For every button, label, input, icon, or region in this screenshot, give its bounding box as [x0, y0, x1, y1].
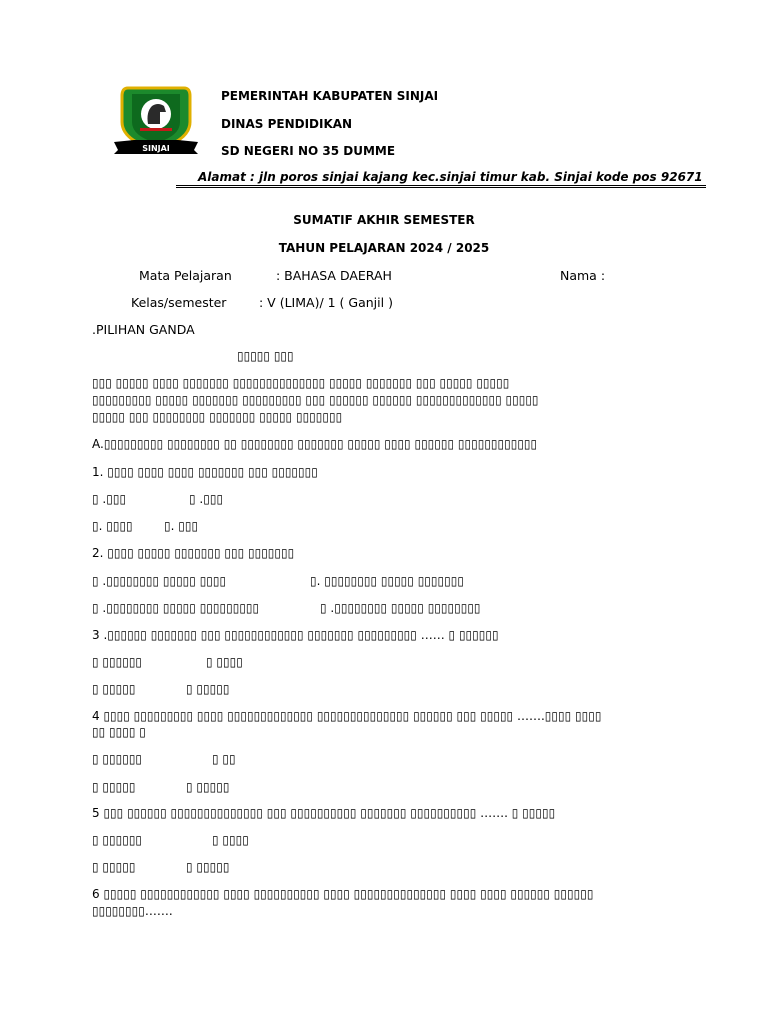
school-name: SD NEGERI NO 35 DUMME — [221, 144, 396, 158]
q2-option-a: ▯ .▯▯▯▯▯▯▯▯ ▯▯▯▯▯ ▯▯▯▯ — [92, 574, 227, 588]
question-1: 1. ▯▯▯▯ ▯▯▯▯ ▯▯▯▯ ▯▯▯▯▯▯▯ ▯▯▯ ▯▯▯▯▯▯▯ — [92, 465, 318, 479]
q3-option-b: ▯ ▯▯▯▯ — [206, 655, 243, 669]
lontara-heading: ▯▯▯▯▯ ▯▯▯ — [237, 349, 294, 363]
q2-option-b: ▯. ▯▯▯▯▯▯▯▯ ▯▯▯▯▯ ▯▯▯▯▯▯▯ — [310, 574, 464, 588]
class-semester-value: : V (LIMA)/ 1 ( Ganjil ) — [259, 295, 393, 310]
question-6-line-2: ▯▯▯▯▯▯▯▯……. — [92, 904, 173, 918]
question-4-line-1: 4 ▯▯▯▯ ▯▯▯▯▯▯▯▯▯ ▯▯▯▯ ▯▯▯▯▯▯▯▯▯▯▯▯▯ ▯▯▯▯▯▯▯▯▯▯▯▯▯▯ ▯▯▯▯▯▯ ▯▯▯ ▯▯▯▯▯ …….▯▯▯▯ ▯▯▯▯ — [92, 709, 602, 723]
section-heading: .PILIHAN GANDA — [92, 322, 195, 337]
q3-option-c: ▯ ▯▯▯▯▯ — [92, 682, 136, 696]
question-3: 3 .▯▯▯▯▯▯ ▯▯▯▯▯▯▯ ▯▯▯ ▯▯▯▯▯▯▯▯▯▯▯▯ ▯▯▯▯▯▯▯ ▯▯▯▯▯▯▯▯▯ …… ▯ ▯▯▯▯▯▯ — [92, 628, 499, 642]
question-6-line-1: 6 ▯▯▯▯▯ ▯▯▯▯▯▯▯▯▯▯▯▯ ▯▯▯▯ ▯▯▯▯▯▯▯▯▯▯ ▯▯▯▯ ▯▯▯▯▯▯▯▯▯▯▯▯▯▯ ▯▯▯▯ ▯▯▯▯ ▯▯▯▯▯▯ ▯▯▯▯▯▯ — [92, 887, 594, 901]
question-4-line-2: ▯▯ ▯▯▯▯ ▯ — [92, 725, 146, 739]
q1-option-b: ▯ .▯▯▯ — [189, 492, 224, 506]
instruction-line: A.▯▯▯▯▯▯▯▯▯ ▯▯▯▯▯▯▯▯ ▯▯ ▯▯▯▯▯▯▯▯ ▯▯▯▯▯▯▯ ▯▯▯▯▯ ▯▯▯▯ ▯▯▯▯▯▯ ▯▯▯▯▯▯▯▯▯▯▯▯ — [92, 437, 538, 451]
department-name: DINAS PENDIDIKAN — [221, 117, 353, 131]
school-address: Alamat : jln poros sinjai kajang kec.sinjai timur kab. Sinjai kode pos 92671 — [176, 170, 706, 188]
logo-red-stripe — [140, 128, 172, 131]
q2-option-c: ▯ .▯▯▯▯▯▯▯▯ ▯▯▯▯▯ ▯▯▯▯▯▯▯▯▯ — [92, 601, 260, 615]
intro-line-2: ▯▯▯▯▯▯▯▯▯ ▯▯▯▯▯ ▯▯▯▯▯▯▯ ▯▯▯▯▯▯▯▯▯ ▯▯▯ ▯▯▯▯▯▯ ▯▯▯▯▯▯ ▯▯▯▯▯▯▯▯▯▯▯▯▯ ▯▯▯▯▯ — [92, 393, 539, 407]
q3-option-d: ▯ ▯▯▯▯▯ — [186, 682, 230, 696]
q1-option-a: ▯ .▯▯▯ — [92, 492, 127, 506]
q4-option-a: ▯ ▯▯▯▯▯▯ — [92, 752, 143, 766]
academic-year: TAHUN PELAJARAN 2024 / 2025 — [278, 241, 490, 255]
q4-option-d: ▯ ▯▯▯▯▯ — [186, 780, 230, 794]
q5-option-c: ▯ ▯▯▯▯▯ — [92, 860, 136, 874]
subject-value: : BAHASA DAERAH — [276, 268, 392, 283]
q1-option-c: ▯. ▯▯▯▯ — [92, 519, 133, 533]
q1-option-d: ▯. ▯▯▯ — [164, 519, 199, 533]
question-5: 5 ▯▯▯ ▯▯▯▯▯▯ ▯▯▯▯▯▯▯▯▯▯▯▯▯▯ ▯▯▯ ▯▯▯▯▯▯▯▯▯▯ ▯▯▯▯▯▯▯ ▯▯▯▯▯▯▯▯▯▯ ……. ▯ ▯▯▯▯▯ — [92, 806, 556, 820]
class-semester-label: Kelas/semester — [131, 295, 227, 310]
q5-option-d: ▯ ▯▯▯▯▯ — [186, 860, 230, 874]
student-name-label: Nama : — [560, 268, 606, 283]
logo-banner-text: SINJAI — [142, 144, 170, 153]
subject-label: Mata Pelajaran — [139, 268, 232, 283]
intro-line-3: ▯▯▯▯▯ ▯▯▯ ▯▯▯▯▯▯▯▯ ▯▯▯▯▯▯▯ ▯▯▯▯▯ ▯▯▯▯▯▯▯ — [92, 410, 343, 424]
government-name: PEMERINTAH KABUPATEN SINJAI — [221, 89, 439, 103]
q2-option-d: ▯ .▯▯▯▯▯▯▯▯ ▯▯▯▯▯ ▯▯▯▯▯▯▯▯ — [320, 601, 481, 615]
q5-option-b: ▯ ▯▯▯▯ — [212, 833, 249, 847]
exam-title: SUMATIF AKHIR SEMESTER — [293, 213, 475, 227]
q3-option-a: ▯ ▯▯▯▯▯▯ — [92, 655, 143, 669]
q4-option-c: ▯ ▯▯▯▯▯ — [92, 780, 136, 794]
q5-option-a: ▯ ▯▯▯▯▯▯ — [92, 833, 143, 847]
question-2: 2. ▯▯▯▯ ▯▯▯▯▯ ▯▯▯▯▯▯▯ ▯▯▯ ▯▯▯▯▯▯▯ — [92, 546, 295, 560]
intro-line-1: ▯▯▯ ▯▯▯▯▯ ▯▯▯▯ ▯▯▯▯▯▯▯ ▯▯▯▯▯▯▯▯▯▯▯▯▯▯ ▯▯▯▯▯ ▯▯▯▯▯▯▯ ▯▯▯ ▯▯▯▯▯ ▯▯▯▯▯ — [92, 376, 510, 390]
q4-option-b: ▯ ▯▯ — [212, 752, 236, 766]
sinjai-regency-logo — [110, 84, 202, 156]
